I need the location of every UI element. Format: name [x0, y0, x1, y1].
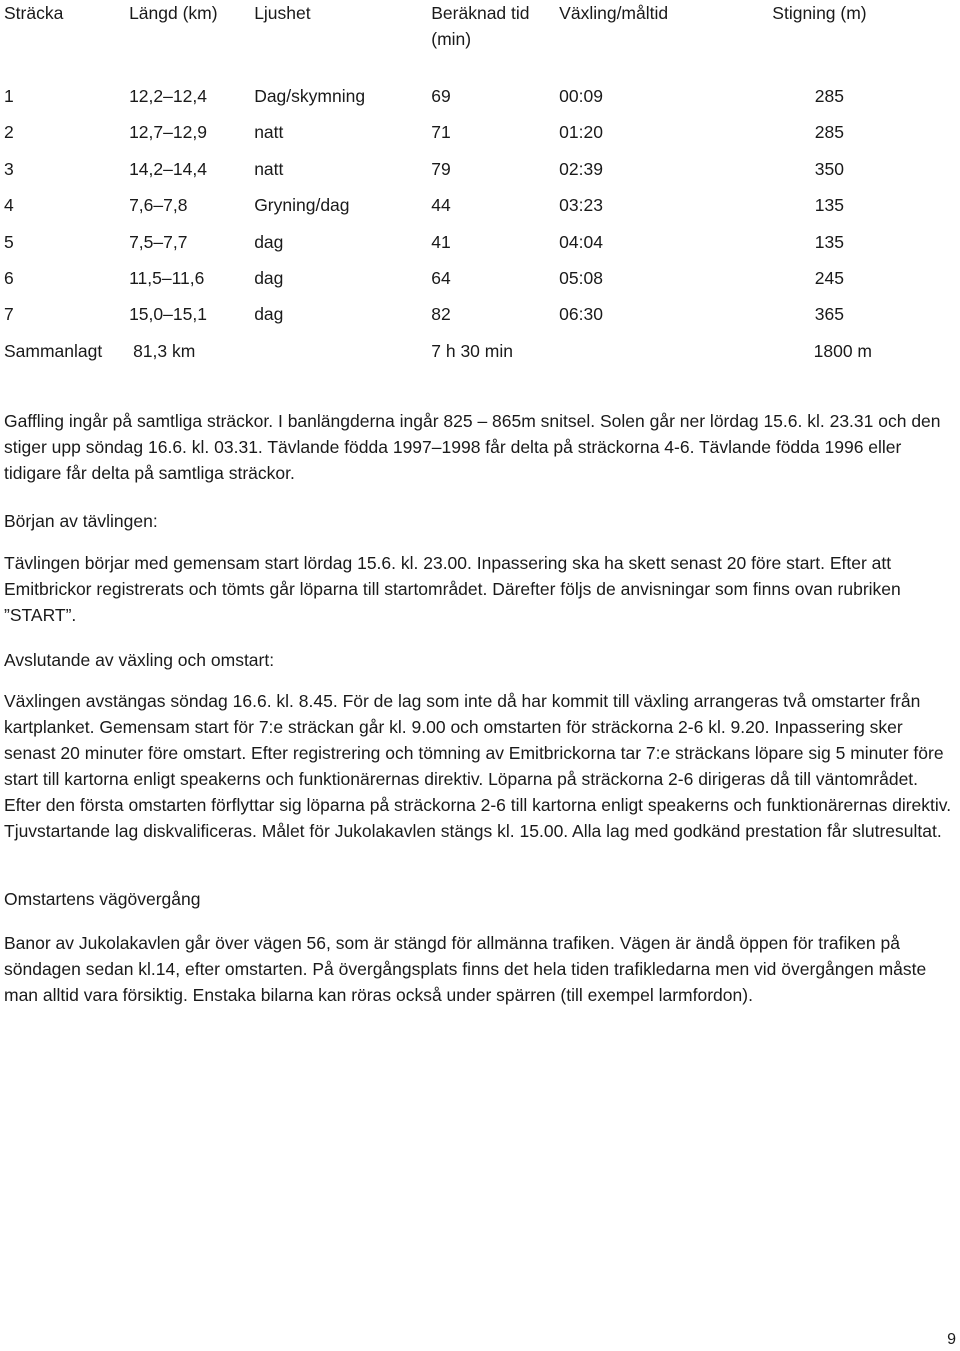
- cell-length: 12,7–12,9: [129, 122, 207, 143]
- cell-length: 12,2–12,4: [129, 86, 207, 106]
- cell-time: 79: [431, 158, 451, 179]
- total-climb: 1800 m: [813, 340, 872, 361]
- cell-leg: 3: [4, 158, 14, 179]
- header-climb: Stigning (m): [772, 3, 867, 23]
- cell-exchange: 01:20: [559, 122, 603, 143]
- page-number: 9: [947, 1331, 956, 1348]
- cell-time: 44: [431, 195, 451, 216]
- cell-length: 7,5–7,7: [129, 231, 188, 252]
- total-empty-2: [559, 333, 724, 369]
- cell-exchange: 00:09: [559, 86, 603, 106]
- cell-leg: 4: [4, 195, 14, 216]
- exchange-heading-block: [4, 647, 954, 673]
- road-paragraph: Banor av Jukolakavlen går över vägen 56, som är stängd för allmänna trafiken. Vägen är ändå öppen för trafiken på söndagen sedan kl.14, efter omstarten. På övergångsplats finns det hela tiden trafikledarna men vid övergången måste man alltid vara försiktig. Enstaka bilarna kan röras också under spärren (till exempel larmfordon).: [4, 933, 927, 1005]
- road-block: [4, 930, 954, 1008]
- cell-exchange: 02:39: [559, 158, 603, 179]
- header-length: Längd (km): [129, 3, 218, 23]
- cell-length: 14,2–14,4: [129, 158, 207, 179]
- cell-climb: 135: [814, 231, 844, 252]
- table-row: [0, 78, 960, 114]
- gaffling-block: [4, 408, 954, 486]
- cell-time: 69: [431, 86, 451, 106]
- start-paragraph: Tävlingen börjar med gemensam start lördag 15.6. kl. 23.00. Inpassering ska ha skett senast 20 före start. Efter att Emitbrickor registrerats och tömts går löparna till startområdet. Därefter följs de anvisningar som finns ovan rubriken ”START”.: [4, 553, 901, 625]
- cell-leg: 7: [4, 304, 14, 325]
- road-heading: Omstartens vägövergång: [4, 889, 201, 909]
- cell-climb: 285: [814, 122, 844, 143]
- cell-light: dag: [254, 268, 284, 289]
- cell-exchange: 04:04: [559, 231, 603, 252]
- table-row: [0, 187, 960, 223]
- cell-length: 7,6–7,8: [129, 195, 188, 216]
- table-row: [0, 296, 960, 332]
- cell-climb: 350: [814, 158, 844, 179]
- table-row: [0, 260, 960, 296]
- cell-climb: 365: [814, 304, 844, 325]
- cell-light: dag: [254, 231, 284, 252]
- table-row: [0, 114, 960, 150]
- exchange-paragraph: Växlingen avstängas söndag 16.6. kl. 8.45. För de lag som inte då har kommit till växling arrangeras två omstarter från kartplanket. Gemensam start för 7:e sträckan går kl. 9.00 och omstarten för sträckorna 2-6 kl. 9.20. Inpassering sker senast 20 minuter före omstart. Efter registrering och tömning av Emitbrickorna tar 7:e sträckans löpare sig 5 minuter före start till kartorna enligt speakerns och funktionärernas direktiv. Löparna på sträckorna 2-6 dirigeras då till väntområdet. Efter den första omstarten förflyttar sig löparna på sträckorna 2-6 till kartorna enligt speakerns och funktionärernas direktiv. Tjuvstartande lag diskvalificeras. Målet för Jukolakavlen stängs kl. 15.00. Alla lag med godkänd prestation får slutresultat.: [4, 691, 952, 841]
- gaffling-paragraph: Gaffling ingår på samtliga sträckor. I banlängderna ingår 825 – 865m snitsel. Solen går ner lördag 15.6. kl. 23.31 och den stiger upp söndag 16.6. kl. 03.31. Tävlande födda 1997–1998 får delta på sträckorna 4-6. Tävlande födda 1996 eller tidigare får delta på samtliga sträckor.: [4, 411, 941, 483]
- cell-exchange: 05:08: [559, 268, 603, 289]
- table-body: [0, 78, 960, 333]
- start-heading: Början av tävlingen:: [4, 511, 158, 531]
- cell-leg: 5: [4, 231, 14, 252]
- start-heading-block: [4, 508, 954, 534]
- start-block: [4, 550, 954, 628]
- table-row: [0, 224, 960, 260]
- table-header-row: [0, 0, 960, 78]
- cell-light: natt: [254, 122, 284, 143]
- cell-time: 41: [431, 231, 451, 252]
- cell-light: dag: [254, 304, 284, 325]
- total-label: Sammanlagt: [4, 340, 103, 361]
- cell-time: 64: [431, 268, 451, 289]
- table-row: [0, 151, 960, 187]
- exchange-block: [4, 688, 954, 844]
- header-estimated-time: [431, 0, 559, 78]
- cell-leg: 1: [4, 86, 14, 106]
- cell-exchange: 06:30: [559, 304, 603, 325]
- header-exchange: Växling/måltid: [559, 3, 669, 23]
- cell-climb: 245: [814, 268, 844, 289]
- cell-light: natt: [254, 158, 284, 179]
- road-heading-block: [4, 886, 954, 912]
- cell-leg: 6: [4, 268, 14, 289]
- cell-climb: 285: [814, 86, 844, 106]
- cell-exchange: 03:23: [559, 195, 603, 216]
- cell-light: Gryning/dag: [254, 195, 350, 216]
- total-time: 7 h 30 min: [431, 340, 513, 361]
- cell-climb: 135: [814, 195, 844, 216]
- total-empty: [254, 333, 431, 369]
- exchange-heading: Avslutande av växling och omstart:: [4, 650, 275, 670]
- header-leg: Sträcka: [4, 3, 64, 23]
- leg-table: [0, 0, 960, 369]
- table-total-row: [0, 333, 960, 369]
- cell-leg: 2: [4, 122, 14, 143]
- header-estimated-time-line2: (min): [431, 29, 472, 49]
- cell-time: 71: [431, 122, 451, 143]
- cell-time: 82: [431, 304, 451, 325]
- cell-light: Dag/skymning: [254, 86, 366, 106]
- header-light: Ljushet: [254, 3, 311, 23]
- header-estimated-time-line1: Beräknad tid: [431, 3, 530, 23]
- cell-length: 11,5–11,6: [129, 268, 205, 289]
- total-length: 81,3 km: [133, 340, 196, 361]
- cell-length: 15,0–15,1: [129, 304, 207, 325]
